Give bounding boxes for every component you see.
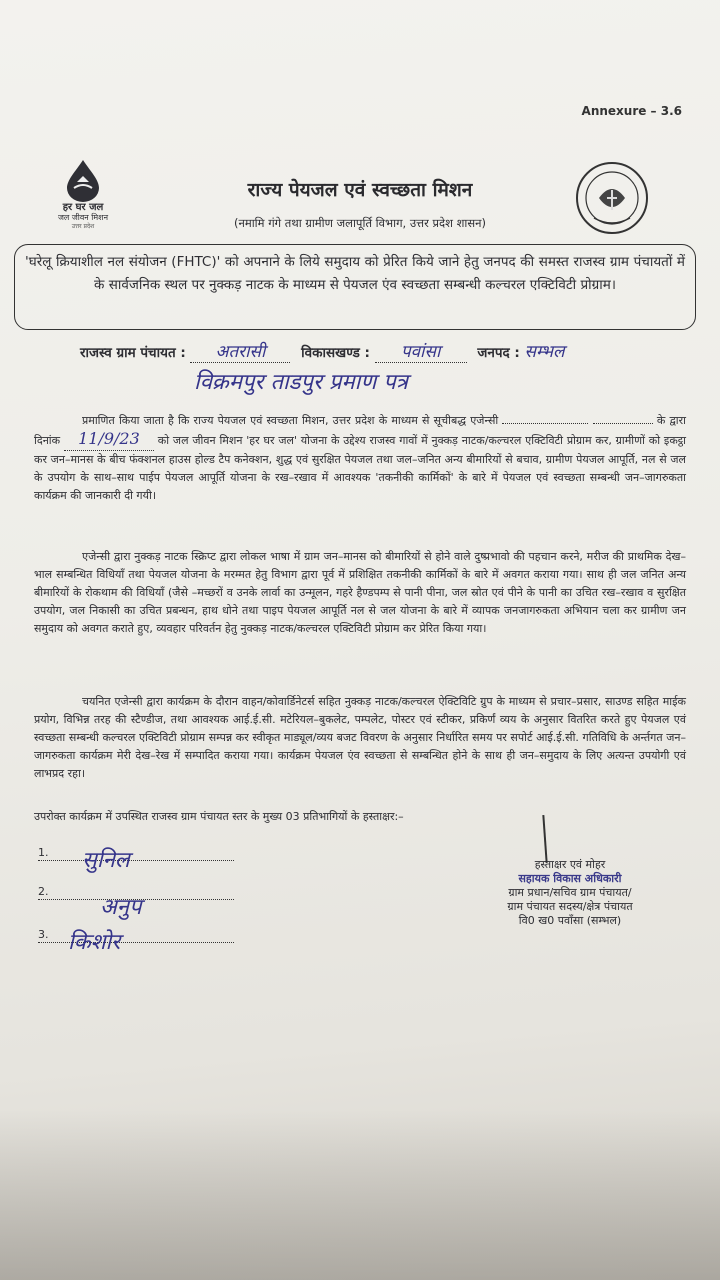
sig-number-3: 3. bbox=[38, 928, 49, 941]
designation-line-1: ग्राम प्रधान/सचिव ग्राम पंचायत/ bbox=[508, 886, 632, 899]
sig-number-1: 1. bbox=[38, 846, 49, 859]
p1-text-c: को जल जीवन मिशन 'हर घर जल' योजना के उद्देश्य राजस्व गावों में नुक्कड़ नाटक/कल्चरल एक्टिविटी प्रोग्राम कर, ग्रामीणों को इकट्ठा कर जन–मानस के बीच फंक्शनल हाउस होल्ड टैप कनेक्शन, शुद्ध एवं सुरक्षित पेयजल तथा जल–जनित अन्य बीमारियों से बचाव, ग्रामीण पेयजल आपूर्ति, नल से जल के उपयोग के साथ–साथ पाईप पेयजल आपूर्ति योजना के रख–रखाव में आवश्यक 'तकनीकी कार्मिकों' के बारे में पेयजल एवं स्वच्छता सम्बन्धी जन–जागरुकता कार्यक्रम की जानकारी दी गयी। bbox=[34, 434, 687, 502]
signature-line-1 bbox=[38, 846, 234, 861]
paragraph-1 bbox=[34, 412, 686, 505]
location-row bbox=[80, 339, 690, 363]
block-value: पवांसा bbox=[400, 342, 441, 362]
block-label: विकासखण्ड : bbox=[301, 345, 370, 361]
sig-number-2: 2. bbox=[38, 885, 49, 898]
annexure-label: Annexure – 3.6 bbox=[581, 104, 682, 118]
page-shadow bbox=[0, 1110, 720, 1280]
water-drop-icon bbox=[63, 158, 103, 202]
official-stamp: सहायक विकास अधिकारी bbox=[518, 872, 622, 885]
program-banner: 'घरेलू क्रियाशील नल संयोजन (FHTC)' को अपनाने के लिये समुदाय को प्रेरित किये जाने हेतु जनपद की समस्त राजस्व ग्राम पंचायतों में के सार्वजनिक स्थल पर नुक्कड़ नाटक के माध्यम से पेयजल एंव स्वच्छता सम्बन्धी कल्चरल एक्टिविटी प्रोग्राम। bbox=[14, 244, 696, 330]
p1-text-a: प्रमाणित किया जाता है कि राज्य पेयजल एवं स्वच्छता मिशन, उत्तर प्रदेश के माध्यम से सूचीबद्ध एजेन्सी bbox=[82, 414, 499, 427]
designation-line-3: वि0 ख0 पवाँसा (सम्भल) bbox=[518, 914, 622, 927]
p3-text: चयनित एजेन्सी द्वारा कार्यक्रम के दौरान वाहन/कोवार्डिनेटर्स सहित नुक्कड़ नाटक/कल्चरल ऐक्टिविटि ग्रुप के माध्यम से प्रचार–प्रसार, साउण्ड सहित माईक प्रयोग, विभिन्न तरह की स्टैण्डीज, तथा आवश्यक आई.ई.सी. मटेरियल–बुकलेट, पम्पलेट, पोस्टर एवं स्टीकर, प्रकिर्णं व्यय के अनुसार वितरित करते हुए पेयजल एवं स्वच्छता सम्बन्धी कल्चरल एक्टिविटी प्रोग्राम सम्पन्न कर स्वीकृत माड्यूल/व्यय बजट विवरण के अनुसार निर्धारित समय पर सपोर्ट आई.ई.सी. गतिविधि के अर्न्तगत जन–जागरुकता कार्यक्रम मेरी देख–रेख में सम्पादित कराया गया। कार्यक्रम पेयजल एंव स्वच्छता से सम्बन्धित होने के साथ ही जन–समुदाय के लिए अत्यन्त उपयोगी एवं लाभप्रद रहा। bbox=[34, 695, 686, 780]
gp-value: अतरासी bbox=[215, 342, 266, 362]
paragraph-2 bbox=[34, 548, 686, 638]
district-value: सम्भल bbox=[524, 342, 565, 362]
sign-seal-label: हस्ताक्षर एवं मोहर bbox=[534, 858, 606, 871]
p2-text: एजेन्सी द्वारा नुक्कड़ नाटक स्क्रिप्ट द्वारा लोकल भाषा में ग्राम जन–मानस को बीमारियों से होने वाले दुष्प्रभावो की पहचान करने, मरीज की प्राथमिक देख–भाल सम्बन्धित विधियाँ तथा पेयजल योजना के मरम्मत हेतु विभाग द्वारा पूर्व में प्रशिक्षित तकनीकी कार्मिकों के बारे में अवगत कराया गया। साथ ही जल जनित अन्य बीमारियों के रोकथाम की विधियाँ (जैसे –मच्छरों व उनके लार्वा का उन्मूलन, गहरे हैण्डपम्प से पानी पीना, जल स्रोत एवं पीने के पानी का उचित रख–रखाव व सुरक्षित उपयोग, जल निकासी का उचित प्रबन्धन, हाथ धोने तथा पाइप पेयजल आपूर्ति नल से जल योजना के बारे में व्यापक जनजागरुकता अभियान चला कर ग्रामीण जन समुदाय को अवगत कराते हुए, व्यवहार परिवर्तन हेतु नुक्कड़ नाटक/कल्चरल एक्टिविटी प्रोग्राम कर प्रेरित किया गया। bbox=[34, 550, 686, 635]
har-ghar-jal-logo bbox=[38, 158, 128, 231]
official-signature-block bbox=[470, 858, 670, 928]
signature-1: सुनिल bbox=[82, 848, 130, 873]
signature-3: किशोर bbox=[68, 930, 121, 955]
certificate-title: विक्रमपुर ताडपुर प्रमाण पत्र bbox=[194, 370, 408, 395]
p1-text-b: के द्वारा दिनांक bbox=[34, 414, 686, 447]
logo-line-2: जल जीवन मिशन bbox=[57, 213, 109, 222]
mission-subtitle: (नमामि गंगे तथा ग्रामीण जलापूर्ति विभाग, उत्तर प्रदेश शासन) bbox=[233, 216, 487, 230]
paragraph-3 bbox=[34, 693, 686, 783]
logo-line-3: उत्तर प्रदेश bbox=[71, 223, 95, 230]
logo-line-1: हर घर जल bbox=[62, 202, 104, 213]
p4-text: उपरोक्त कार्यक्रम में उपस्थित राजस्व ग्राम पंचायत स्तर के मुख्य 03 प्रतिभागियों के हस्ताक्षर:– bbox=[34, 810, 404, 823]
mission-title: राज्य पेयजल एवं स्वच्छता मिशन bbox=[247, 179, 473, 201]
district-label: जनपद : bbox=[477, 345, 520, 361]
designation-line-2: ग्राम पंचायत सदस्य/क्षेत्र पंचायत bbox=[507, 900, 633, 913]
program-date: 11/9/23 bbox=[78, 429, 140, 448]
gp-label: राजस्व ग्राम पंचायत : bbox=[80, 345, 186, 361]
signature-2: अनुप bbox=[100, 895, 142, 920]
paragraph-4 bbox=[34, 808, 434, 826]
